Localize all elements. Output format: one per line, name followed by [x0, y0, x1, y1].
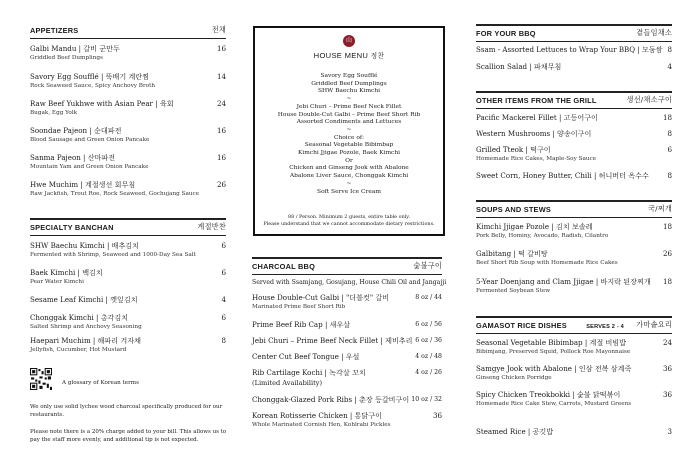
item-description: Salted Shrimp and Anchovy Seasoning [30, 324, 142, 330]
item-price: 4 [221, 295, 226, 304]
charcoal-header [252, 257, 442, 275]
course-separator: ~ [346, 96, 352, 103]
course-line: Griddled Beef Dumplings [311, 80, 387, 87]
course-separator: ~ [346, 180, 352, 187]
menu-item [476, 145, 672, 163]
item-price: 16 [216, 126, 226, 135]
menu-item [476, 364, 672, 382]
house-menu-note [255, 214, 443, 227]
menu-item [252, 368, 442, 388]
item-name: Prime Beef Rib Cap | 새우살 [252, 320, 351, 329]
item-description: Rock Seaweed Sauce, Spicy Anchovy Broth [30, 83, 156, 89]
menu-item [30, 153, 226, 171]
section-intro [252, 278, 447, 288]
item-price: 8 [221, 336, 226, 345]
section-title: OTHER ITEMS FROM THE GRILL [476, 96, 597, 105]
menu-item [476, 427, 672, 437]
item-name: Grilled Tteok | 떡구이 [476, 145, 551, 154]
item-description: Beef Short Rib Soup with Homemade Rice Cakes [476, 260, 618, 266]
item-price: 8 [667, 171, 672, 180]
item-name: Baek Kimchi | 백김치 [30, 268, 103, 277]
item-price: 16 [216, 44, 226, 53]
house-menu-korean: 정찬 [370, 52, 385, 60]
menu-item [476, 249, 672, 267]
house-menu-box [253, 26, 445, 236]
item-name: Western Mushrooms | 양송이구이 [476, 129, 592, 138]
course-line: Jebi Churi – Prime Beef Neck Fillet [296, 103, 402, 110]
grill-header [476, 91, 672, 109]
item-price: 24 [662, 338, 672, 347]
item-price: 26 [662, 249, 672, 258]
course-line: Kimchi Jjigae Pozole, Baek Kimchi [297, 150, 401, 157]
item-description: Fermented with Shrimp, Seaweed and 1000-Day Sea Salt [30, 252, 196, 258]
section-title: SPECIALTY BANCHAN [30, 223, 114, 232]
menu-item [30, 126, 226, 144]
course-line: Chicken and Ginseng Jook with Abalone [289, 165, 409, 172]
item-name: Rib Cartilage Kochi | 녹각살 꼬치 [252, 368, 366, 377]
qr-code-icon[interactable] [30, 368, 52, 390]
item-description: Pork Belly, Hominy, Avocado, Radish, Cilantro [476, 233, 609, 239]
item-price: 4 oz / 26 [415, 369, 442, 376]
item-price: 4 [667, 62, 672, 71]
menu-item [30, 295, 226, 305]
section-korean-title: 숯불구이 [413, 261, 442, 270]
charcoal-note: We only use solid lychee wood charcoal specifically produced for our restaurants. [30, 404, 223, 418]
section-title: SOUPS AND STEWS [476, 205, 551, 214]
menu-item [30, 44, 226, 62]
menu-item [476, 62, 672, 72]
item-name: Pacific Mackerel Fillet | 고등어구이 [476, 113, 598, 122]
item-description: (Limited Availability) [252, 379, 323, 387]
item-price: 6 [667, 145, 672, 154]
item-name: Haepari Muchim | 해파리 겨자채 [30, 336, 141, 345]
item-description: Jellyfish, Cucumber, Hot Mustard [30, 347, 127, 353]
menu-item [30, 268, 226, 286]
item-name: Korean Rotisserie Chicken | 통닭구이 [252, 411, 382, 420]
course-line: Choice of: [333, 134, 365, 141]
menu-item [476, 129, 672, 139]
serves-label: SERVES 2 - 4 [586, 324, 624, 330]
item-price: 4 oz / 48 [415, 353, 442, 360]
menu-item [476, 113, 672, 123]
course-line: Savory Egg Soufflé [320, 73, 378, 79]
item-name: Galbi Mandu | 갈비 군만두 [30, 44, 120, 53]
item-price: 3 [667, 427, 672, 436]
menu-item [476, 171, 672, 181]
menu-item [476, 390, 672, 408]
item-price: 14 [216, 72, 226, 81]
section-korean-title: 계절반찬 [197, 222, 226, 231]
course-line: Soft Serve Ice Cream [317, 188, 381, 195]
item-price: 26 [216, 180, 226, 189]
item-name: Chonggak Kimchi | 총각김치 [30, 313, 129, 322]
section-korean-title: 곁들임채소 [636, 28, 672, 37]
item-description: Homemade Rice Cake Stew, Carrots, Mustard Greens [476, 401, 632, 407]
price-note: 88 / Person. Minimum 2 guests, entire table only. [288, 214, 410, 220]
menu-item [30, 313, 226, 331]
house-menu-title [255, 50, 443, 60]
item-price: 36 [432, 411, 442, 420]
menu-item [476, 45, 672, 55]
dietary-note: Please understand that we cannot accommodate dietary restrictions. [263, 220, 435, 227]
item-name: Hwe Muchim | 계절생선 회무침 [30, 180, 136, 189]
item-price: 6 oz / 56 [415, 321, 442, 328]
menu-item [30, 99, 226, 117]
menu-item [252, 352, 442, 362]
item-description: Ginseng Chicken Porridge [476, 375, 552, 381]
item-description: Mountain Yam and Green Onion Pancake [30, 164, 149, 170]
item-name: Spicy Chicken Treokbokki | 숯불 닭떡볶이 [476, 390, 621, 399]
item-name: Seasonal Vegetable Bibimbap | 계절 비빔밥 [476, 338, 627, 347]
menu-item [252, 411, 442, 429]
section-korean-title: 국/찌개 [647, 204, 672, 213]
section-korean-title: 가마솥요리 [636, 320, 672, 329]
section-title: APPETIZERS [30, 26, 79, 35]
banchan-header [30, 218, 226, 236]
intro-text: Served with Ssamjang, Gosujang, House Chili Oil and Jangajji [252, 279, 447, 286]
item-description: Bugak, Egg Yolk [30, 110, 78, 116]
item-price: 6 [221, 313, 226, 322]
item-description: Griddled Beef Dumplings [30, 55, 103, 61]
bbq-header [476, 24, 672, 42]
course-line: SHW Baechu Kimchi [317, 88, 381, 95]
item-name: Raw Beef Yukhwe with Asian Pear | 육회 [30, 99, 174, 108]
menu-item [30, 72, 226, 90]
glossary-label: A glossary of Korean terms [62, 380, 139, 386]
section-title: FOR YOUR BBQ [476, 29, 536, 38]
appetizers-header [30, 24, 226, 39]
item-price: 18 [662, 222, 672, 231]
item-name: Sesame Leaf Kimchi | 깻잎김치 [30, 295, 138, 304]
item-name: Samgye Jook with Abalone | 인삼 전복 삼계죽 [476, 364, 632, 373]
house-menu-courses [255, 73, 443, 196]
item-description: Whole Marinated Cornish Hen, Kohlrabi Pickles [252, 422, 391, 428]
menu-item [30, 180, 226, 198]
item-price: 16 [216, 153, 226, 162]
section-title: CHARCOAL BBQ [252, 262, 316, 271]
item-price: 6 [221, 241, 226, 250]
item-description: Homemade Rice Cakes, Maple-Soy Sauce [476, 156, 597, 162]
item-description: Marinated Prime Beef Short Rib [252, 304, 346, 310]
menu-item [30, 336, 226, 354]
item-name: Center Cut Beef Tongue | 우설 [252, 352, 360, 361]
item-price: 8 [667, 129, 672, 138]
item-price: 36 [662, 390, 672, 399]
item-name: SHW Baechu Kimchi | 배추김치 [30, 241, 140, 250]
menu-item [252, 320, 442, 330]
item-price: 36 [662, 364, 672, 373]
house-menu-title-text: HOUSE MENU [313, 51, 369, 60]
item-price: 24 [216, 99, 226, 108]
course-line: Or [345, 157, 353, 164]
item-name: Jebi Churi – Prime Beef Neck Fillet | 제비추리 [252, 336, 413, 345]
item-price: 18 [662, 113, 672, 122]
item-name: Ssam - Assorted Lettuces to Wrap Your BBQ | 모둠쌈 [476, 45, 663, 54]
menu-item [30, 241, 226, 259]
item-name: House Double-Cut Galbi | "더블컷" 갈비 [252, 293, 390, 302]
item-name: Steamed Rice | 공깃밥 [476, 427, 554, 436]
course-line: House Double-Cut Galbi – Prime Beef Short Rib [277, 111, 421, 118]
item-price: 6 [221, 268, 226, 277]
item-name: Galbitang | 떡 갈비탕 [476, 249, 548, 258]
menu-item [476, 222, 672, 240]
course-line: Assorted Condiments and Lettuces [296, 119, 402, 126]
item-name: Sanma Pajeon | 산마파전 [30, 153, 116, 162]
item-price: 10 oz / 32 [411, 396, 442, 403]
item-description: Pear Water Kimchi [30, 279, 84, 285]
menu-item [476, 338, 672, 356]
item-description: Blood Sausage and Green Onion Pancake [30, 137, 150, 143]
item-name: Scallion Salad | 파채무침 [476, 62, 562, 71]
section-korean-title: 전채 [211, 25, 226, 34]
item-description: Fermented Soybean Stew [476, 288, 551, 294]
course-separator: ~ [346, 126, 352, 133]
course-line: Abalone Liver Sauce, Chonggak Kimchi [289, 173, 409, 180]
item-name: Soondae Pajeon | 순대파전 [30, 126, 122, 135]
menu-item [252, 336, 442, 346]
menu-item [252, 293, 442, 311]
item-name: 5-Year Doenjang and Clam Jjigae | 바지락 된장찌개 [476, 277, 651, 286]
item-price: 18 [662, 277, 672, 286]
menu-item [476, 277, 672, 295]
section-title: GAMASOT RICE DISHES [476, 321, 567, 330]
item-name: Kimchi Jjigae Pozole | 김치 보솔레 [476, 222, 593, 231]
service-charge-note: Please note there is a 20% charge added to your bill. This allows us to pay the staff more evenly, and additional tip is not expected. [30, 429, 227, 443]
item-name: Chonggak-Glazed Pork Ribs | 춘장 등갈비구이 [252, 395, 410, 404]
mountain-logo-icon: 山 [343, 35, 355, 47]
item-description: Raw Jackfish, Trout Roe, Rock Seaweed, Gochujang Sauce [30, 191, 200, 197]
item-price: 8 [667, 45, 672, 54]
soups-header [476, 200, 672, 218]
item-price: 8 oz / 44 [415, 294, 442, 301]
item-name: Sweet Corn, Honey Butter, Chili | 허니버터 옥수수 [476, 171, 649, 180]
course-line: Seasonal Vegetable Bibimbap [304, 142, 394, 149]
menu-item [252, 395, 442, 405]
item-price: 6 oz / 36 [415, 337, 442, 344]
item-name: Savory Egg Soufflé | 뚝배기 계란찜 [30, 72, 150, 81]
section-korean-title: 생선/채소구이 [626, 95, 672, 104]
item-description: Bibimjang, Preserved Squid, Pollock Roe Mayonnaise [476, 349, 631, 355]
rice-header [476, 316, 672, 334]
